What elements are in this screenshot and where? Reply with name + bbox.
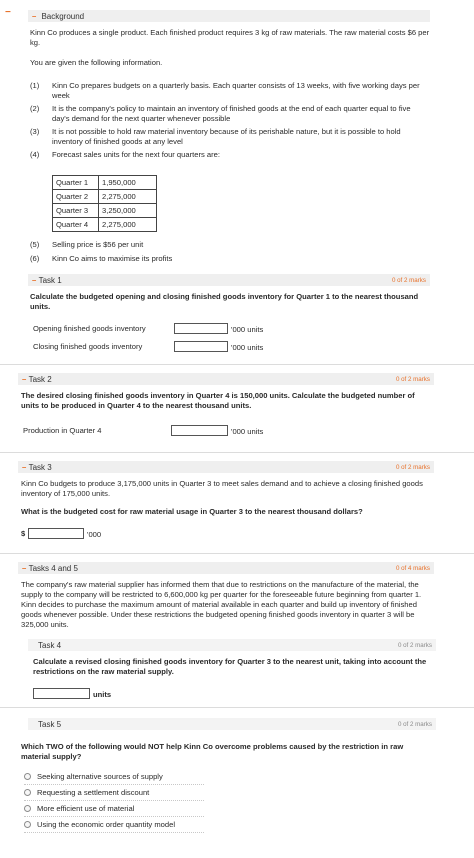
task5-options [24,769,204,833]
collapse-dash-icon: − [22,374,27,384]
background-title: Background [41,11,85,21]
revised-inventory-input[interactable] [33,688,90,699]
task1-question: Calculate the budgeted opening and closing finished goods inventory for Quarter 1 to the nearest thousand units. [30,292,419,311]
option-settlement-discount[interactable]: Requesting a settlement discount [24,785,204,801]
task4-header: Task 4 0 of 2 marks [28,639,436,651]
info-list [30,81,430,163]
table-row: Quarter 3 3,250,000 [53,204,157,218]
list-item: (5) Selling price is $56 per unit [30,240,144,249]
opening-inventory-input[interactable] [174,323,228,334]
task1-label-opening: Opening finished goods inventory [33,324,146,333]
collapse-icon[interactable]: − [5,7,11,18]
task5-question: Which TWO of the following would NOT help Kinn Co overcome problems caused by the restriction in raw material supply? [21,742,404,761]
task2-label: Production in Quarter 4 [23,426,102,435]
task2-question: The desired closing finished goods inventory in Quarter 4 is 150,000 units. Calculate the budgeted number of units to be produced in Quarter 4 to the nearest thousand units. [21,391,415,410]
option-efficient-use[interactable]: More efficient use of material [24,801,204,817]
list-item: (3) It is not possible to hold raw material inventory because of its perishable nature, but it is possible to hold inventory of finished goods at any level [30,127,401,146]
background-para2: You are given the following information. [30,58,163,67]
task2-unit: '000 units [231,427,264,436]
divider [0,553,474,554]
checkbox-icon[interactable] [24,805,31,812]
task1-unit-1: '000 units [231,325,264,334]
task1-unit-2: '000 units [231,343,264,352]
divider [0,452,474,453]
dollar-prefix: $ [21,529,26,538]
checkbox-icon[interactable] [24,789,31,796]
background-para1: Kinn Co produces a single product. Each finished product requires 3 kg of raw materials. The raw material costs $6 per kg. [30,28,430,47]
collapse-dash-icon: − [32,275,37,285]
forecast-table [52,175,157,232]
task4-question: Calculate a revised closing finished goods inventory for Quarter 3 to the nearest unit, taking into account the restrictions on the raw material supply. [33,657,427,676]
list-item: (2) It is the company's policy to maintain an inventory of finished goods at the end of each quarter equal to five day's demand for the next quarter whenever possible [30,104,411,123]
collapse-dash-icon: − [32,11,37,21]
list-item: (1) Kinn Co prepares budgets on a quarterly basis. Each quarter consists of 13 weeks, with five working days per week [30,81,420,100]
divider [0,364,474,365]
checkbox-icon[interactable] [24,773,31,780]
checkbox-icon[interactable] [24,821,31,828]
raw-material-cost-input[interactable] [28,528,84,539]
background-section [28,10,430,22]
background-header[interactable] [28,10,430,22]
divider [0,707,474,708]
task3-intro: Kinn Co budgets to produce 3,175,000 units in Quarter 3 to meet sales demand and to achieve a closing finished goods inventory of 175,000 units. [21,479,423,498]
task3-unit: '000 [87,530,102,539]
task4-unit: units [93,690,112,699]
table-row: Quarter 4 2,275,000 [53,218,157,232]
list-item: (6) Kinn Co aims to maximise its profits [30,254,173,263]
task5-header: Task 5 0 of 2 marks [28,718,436,730]
task45-header[interactable]: − Tasks 4 and 5 0 of 4 marks [18,562,434,574]
task1-header[interactable]: − Task 1 0 of 2 marks [28,274,430,286]
option-eoq-model[interactable]: Using the economic order quantity model [24,817,204,833]
collapse-dash-icon: − [22,563,27,573]
option-alt-supply[interactable]: Seeking alternative sources of supply [24,769,204,785]
info-list-2 [30,240,430,268]
task3-question: What is the budgeted cost for raw material usage in Quarter 3 to the nearest thousand dollars? [21,507,363,516]
production-q4-input[interactable] [171,425,228,436]
closing-inventory-input[interactable] [174,341,228,352]
task2-header[interactable]: − Task 2 0 of 2 marks [18,373,434,385]
task3-header[interactable]: − Task 3 0 of 2 marks [18,461,434,473]
task1-label-closing: Closing finished goods inventory [33,342,143,351]
collapse-dash-icon: − [22,462,27,472]
task45-intro: The company's raw material supplier has informed them that due to restrictions on the manufacture of the material, the supply to the company will be restricted to 6,600,000 kg per quarter for the foreseeable future beginning from quarter 1. Kinn decides to purchase the maximum amount of material available in each quarter and build up inventory of finished goods whenever possible. Under these restrictions the budgeted opening finished goods inventory in quarter 3 will be 325,000 units. [21,580,422,629]
table-row: Quarter 1 1,950,000 [53,176,157,190]
table-row: Quarter 2 2,275,000 [53,190,157,204]
list-item: (4) Forecast sales units for the next four quarters are: [30,150,220,159]
